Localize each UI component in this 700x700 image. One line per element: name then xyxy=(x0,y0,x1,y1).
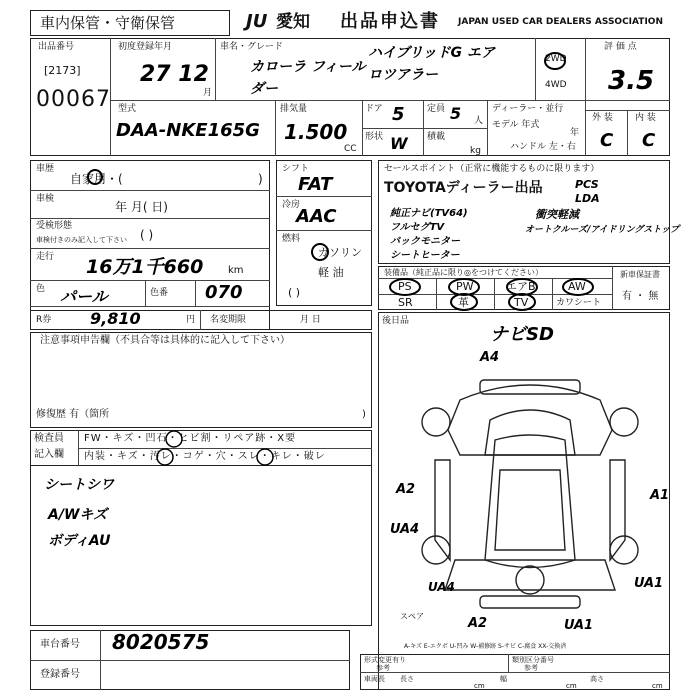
first-reg-value: 27 12 xyxy=(140,62,209,87)
color-value: パール xyxy=(60,287,108,306)
recycle-value: 9,810 xyxy=(90,309,141,328)
fuel-gas: ガソリン xyxy=(318,246,362,259)
drive-circle xyxy=(547,58,548,59)
equip-item: PS xyxy=(398,280,412,293)
notes-label: 注意事項申告欄（不具合等は具体的に記入して下さい） xyxy=(40,335,290,346)
inspection-label: 車検 xyxy=(36,194,55,204)
exterior-label: 外 装 xyxy=(592,113,613,123)
cm-unit: cm xyxy=(566,682,577,690)
year-unit: 年 xyxy=(570,128,580,138)
dealer-label: ディーラー・並行 xyxy=(492,104,564,114)
warranty-label: 新車保証書 xyxy=(620,270,660,279)
equip-item: PW xyxy=(456,280,474,293)
ju-logo: JU xyxy=(246,11,268,32)
name-value: カローラ フィールダー xyxy=(250,59,366,97)
lot-number: 00067 xyxy=(36,87,111,112)
inspector-row2: 内装・キズ・汚レ・コゲ・穴・スレ・キレ・破レ xyxy=(84,451,326,462)
chassis-value: 8020575 xyxy=(112,630,210,654)
reg-label: 登録番号 xyxy=(40,669,80,680)
equip-item: エアB xyxy=(506,280,536,293)
repair-label: 修復歴 有（箇所 xyxy=(36,409,110,420)
height-col: 高さ xyxy=(590,675,604,683)
width-col: 幅 xyxy=(500,675,507,683)
repair-close-paren: ) xyxy=(362,409,366,420)
inspector-circles xyxy=(78,430,79,431)
load-label: 積載 xyxy=(427,132,446,142)
displacement-value: 1.500 xyxy=(284,120,348,144)
shape-label: 形状 xyxy=(365,132,384,142)
equip-item: AW xyxy=(568,280,586,293)
shape-value: W xyxy=(390,134,408,153)
selling-line: シートヒーター xyxy=(390,250,460,261)
lot-sub: [2173] xyxy=(44,64,81,77)
color-no-label: 色番 xyxy=(150,288,169,298)
fuel-circle xyxy=(312,246,313,247)
spare-label: スペア xyxy=(400,612,424,621)
inspector-row1: FW・キズ・凹石・ヒビ割・リペア跡・X要 xyxy=(84,433,297,444)
ac-value: AAC xyxy=(296,206,337,227)
damage-mark: A2 xyxy=(468,616,488,631)
equip-item: カワシート xyxy=(556,298,602,308)
selling-right-line: PCS xyxy=(575,178,599,191)
damage-mark: UA1 xyxy=(564,618,594,633)
drive-4wd: 4WD xyxy=(545,80,567,90)
english-title: JAPAN USED CAR DEALERS ASSOCIATION xyxy=(458,17,663,27)
damage-legend: A-キズ E-エクボ U-凹み W-補修跡 S-サビ C-腐食 XX-交換済 xyxy=(404,643,567,650)
form-title: 出品申込書 xyxy=(340,11,440,32)
name-label: 車名・グレード xyxy=(220,42,284,52)
history-circle xyxy=(90,170,91,171)
first-reg-label: 初度登録年月 xyxy=(118,42,173,52)
mileage-unit: km xyxy=(228,265,244,276)
cm-unit: cm xyxy=(474,682,485,690)
load-unit: kg xyxy=(470,146,481,156)
interior-label: 内 装 xyxy=(635,113,656,123)
equipment-circles xyxy=(378,278,379,279)
selling-right-line: LDA xyxy=(575,192,600,205)
exterior-value: C xyxy=(600,130,614,151)
displacement-unit: CC xyxy=(344,144,357,154)
model-year-label: モデル 年式 xyxy=(492,120,540,130)
form-change-label: 形式変更有り xyxy=(364,656,406,664)
damage-mark: UA1 xyxy=(634,576,664,591)
inspector-label: 検査員 xyxy=(34,433,64,444)
association-name: 愛知 xyxy=(276,12,310,32)
damage-mark: UA4 xyxy=(390,522,420,537)
form-change-opt: 参考 xyxy=(376,664,390,672)
grade-value: ハイブリッドG エアロツアラー xyxy=(368,45,495,83)
length-col: 長さ xyxy=(400,675,414,683)
later-label: 後日品 xyxy=(382,316,410,326)
later-value: ナビSD xyxy=(490,324,554,345)
selling-line: バックモニター xyxy=(390,236,460,247)
model-label: 型式 xyxy=(118,104,137,114)
doors-label: ドア xyxy=(365,104,383,114)
class-change-opt: 参考 xyxy=(524,664,538,672)
mileage-label: 走行 xyxy=(36,252,55,262)
warranty-opts: 有 ・ 無 xyxy=(622,291,659,302)
capacity-unit: 人 xyxy=(474,116,484,126)
receipt-label: 受検形態 xyxy=(36,221,73,231)
damage-mark: UA4 xyxy=(428,580,455,594)
damage-mark: A4 xyxy=(480,350,500,365)
mileage-value: 16万1千660 xyxy=(86,256,204,278)
fuel-diesel: 軽 油 xyxy=(318,266,344,279)
displacement-label: 排気量 xyxy=(280,104,308,114)
inspection-value: 年 月( 日) xyxy=(115,200,168,214)
receipt-parens: ( ) xyxy=(140,228,154,242)
color-no-value: 070 xyxy=(205,282,243,303)
storage-label: 車内保管・守衛保管 xyxy=(40,14,176,32)
equipment-label: 装備品（純正品に限り◎をつけてください） xyxy=(384,268,543,277)
selling-line: フルセグTV xyxy=(390,222,445,233)
fuel-parens: ( ) xyxy=(288,286,301,299)
damage-mark: A2 xyxy=(396,482,416,497)
inspector-note: ボディAU xyxy=(48,533,111,549)
lot-label: 出品番号 xyxy=(38,42,75,52)
cm-unit: cm xyxy=(652,682,663,690)
score-value: 3.5 xyxy=(608,66,655,96)
interior-value: C xyxy=(642,130,656,151)
shift-label: シフト xyxy=(282,164,310,174)
model-value: DAA-NKE165G xyxy=(116,120,260,141)
inspector-note: A/Wキズ xyxy=(48,507,108,523)
color-label: 色 xyxy=(36,284,46,294)
capacity-label: 定員 xyxy=(427,104,446,114)
length-label: 車両長 xyxy=(364,675,385,683)
history-value: 自家用・( xyxy=(70,172,123,186)
inspector-note: シートシワ xyxy=(44,477,114,493)
selling-right-line: 衝突軽減 xyxy=(535,208,579,221)
handle-label: ハンドル 左・右 xyxy=(510,142,576,152)
selling-line: 純正ナビ(TV64) xyxy=(390,208,468,219)
name-change-value: 月 日 xyxy=(300,315,321,325)
inspector-label2: 記入欄 xyxy=(34,449,64,460)
receipt-note: 車検付きのみ記入して下さい xyxy=(36,236,127,244)
class-change-label: 類別区分番号 xyxy=(512,656,554,664)
month-unit: 月 xyxy=(203,88,213,98)
equip-item: TV xyxy=(514,296,529,309)
selling-right-line: オートクルーズ/アイドリングストップ xyxy=(525,225,680,235)
capacity-value: 5 xyxy=(450,104,462,123)
shift-value: FAT xyxy=(298,174,333,195)
fuel-label: 燃料 xyxy=(282,234,301,244)
selling-points-label: セールスポイント（正常に機能するものに限ります） xyxy=(384,164,600,174)
equip-item: SR xyxy=(398,296,413,309)
selling-dealer-text: TOYOTAディーラー出品 xyxy=(384,180,543,196)
history-label: 車歴 xyxy=(36,164,55,174)
score-label: 評 価 点 xyxy=(604,42,637,52)
history-close-paren: ) xyxy=(258,172,263,186)
drive-2wd: 2WD xyxy=(545,54,567,64)
equip-item: 革 xyxy=(458,296,469,309)
chassis-label: 車台番号 xyxy=(40,639,80,650)
doors-value: 5 xyxy=(392,104,405,125)
ac-label: 冷房 xyxy=(282,200,301,210)
recycle-unit: 円 xyxy=(186,315,196,325)
name-change-label: 名変期限 xyxy=(210,315,247,325)
recycle-label: R券 xyxy=(36,315,52,325)
damage-mark: A1 xyxy=(650,488,670,503)
